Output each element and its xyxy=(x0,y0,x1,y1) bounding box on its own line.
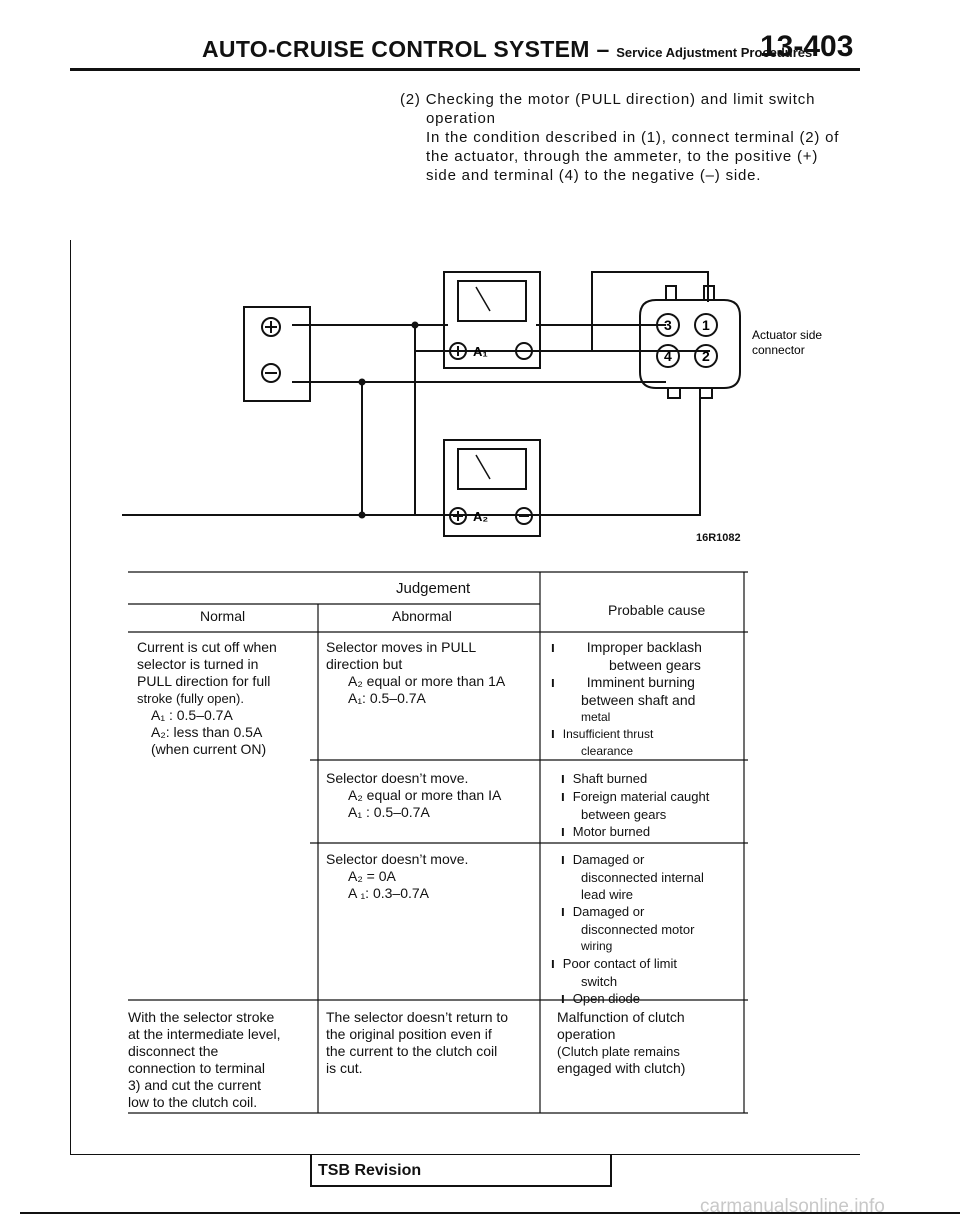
figure-code: 16R1082 xyxy=(696,532,741,544)
table-cell-line: A ₁: 0.3–0.7A xyxy=(348,885,430,901)
abnormal-cell-1 xyxy=(326,639,505,707)
abnormal-cell-2 xyxy=(326,770,501,821)
normal-cell-4 xyxy=(128,1009,281,1111)
terminal-label: 1 xyxy=(702,317,710,333)
table-cell-line: wiring xyxy=(581,939,613,953)
table-cell-line: engaged with clutch) xyxy=(557,1060,686,1076)
table-cell-line: low to the clutch coil. xyxy=(128,1094,258,1110)
header-abnormal: Abnormal xyxy=(392,608,452,624)
table-cell-line: Selector doesn’t move. xyxy=(326,770,469,786)
intro-line: the actuator, through the ammeter, to the positive (+) xyxy=(426,148,819,165)
table-cell-line: direction but xyxy=(326,656,403,672)
table-cell-line: l Open diode xyxy=(561,990,704,1008)
table-cell-line: Selector moves in PULL xyxy=(326,639,477,655)
table-cell-line: l Shaft burned xyxy=(561,770,709,788)
connector-label: Actuator side xyxy=(752,328,823,342)
header-normal: Normal xyxy=(200,608,246,624)
table-cell-line: is cut. xyxy=(326,1060,363,1076)
table-cell-line: operation xyxy=(557,1026,616,1042)
table-cell-line: l Foreign material caught xyxy=(561,788,709,806)
cause-cell-2 xyxy=(561,770,709,841)
watermark: carmanualsonline.info xyxy=(700,1196,885,1217)
terminal-label: 4 xyxy=(664,348,672,364)
table-cell-line: l Motor burned xyxy=(561,823,709,841)
table-cell-line: A₂: less than 0.5A xyxy=(151,724,263,740)
table-cell-line: selector is turned in xyxy=(137,656,259,672)
table-cell-line: Current is cut off when xyxy=(137,639,277,655)
table-cell-line: PULL direction for full xyxy=(137,673,271,689)
title-main: AUTO-CRUISE CONTROL SYSTEM xyxy=(202,36,590,62)
tsb-revision-label: TSB Revision xyxy=(318,1162,422,1179)
intro-line: side and terminal (4) to the negative (–) side. xyxy=(426,167,762,184)
table-cell-line: l Damaged or xyxy=(561,903,704,921)
table-cell-line: lead wire xyxy=(581,887,634,902)
table-cell-line: switch xyxy=(581,974,618,989)
ammeter-1-label: A₁ xyxy=(473,344,488,359)
table-cell-line: clearance xyxy=(581,744,634,758)
table-cell-line: l Insufficient thrust xyxy=(551,726,702,743)
table-cell-line: between gears xyxy=(609,657,701,673)
table-cell-line: l Imminent burning xyxy=(551,674,702,692)
table-cell-line: A₁: 0.5–0.7A xyxy=(348,690,426,706)
table-cell-line: between shaft and xyxy=(581,692,696,708)
table-cell-line: disconnected internal xyxy=(581,870,704,885)
intro-line: (2) Checking the motor (PULL direction) and limit switch xyxy=(400,91,816,108)
abnormal-cell-3 xyxy=(326,851,468,902)
title-separator: – xyxy=(589,36,617,62)
table-cell-line: Malfunction of clutch xyxy=(557,1009,685,1025)
table-cell-line: l Poor contact of limit xyxy=(551,955,704,973)
header-judgement: Judgement xyxy=(396,580,471,597)
cause-cell-3 xyxy=(561,851,704,1008)
connector-label: connector xyxy=(752,343,805,357)
table-cell-line: at the intermediate level, xyxy=(128,1026,281,1042)
abnormal-cell-4 xyxy=(326,1009,508,1077)
table-cell-line: A₂ equal or more than IA xyxy=(348,787,502,803)
cause-cell-4 xyxy=(557,1009,685,1077)
table-cell-line: A₁ : 0.5–0.7A xyxy=(151,707,233,723)
table-cell-line: A₂ = 0A xyxy=(348,868,396,884)
intro-line: operation xyxy=(426,110,496,127)
table-cell-line: A₂ equal or more than 1A xyxy=(348,673,506,689)
ammeter-2-label: A₂ xyxy=(473,509,489,524)
table-cell-line: disconnected motor xyxy=(581,922,695,937)
terminal-label: 3 xyxy=(664,317,672,333)
table-cell-line: (Clutch plate remains xyxy=(557,1044,680,1059)
table-cell-line: stroke (fully open). xyxy=(137,691,244,706)
table-cell-line: The selector doesn’t return to xyxy=(326,1009,509,1025)
page-number: 13-403 xyxy=(760,30,854,63)
table-cell-line: With the selector stroke xyxy=(128,1009,275,1025)
table-cell-line: l Improper backlash xyxy=(551,639,702,657)
table-cell-line: metal xyxy=(581,710,611,724)
terminal-label: 2 xyxy=(702,348,710,364)
cause-cell-1 xyxy=(551,639,702,760)
table-cell-line: between gears xyxy=(581,807,667,822)
table-cell-line: (when current ON) xyxy=(151,741,267,757)
table-cell-line: disconnect the xyxy=(128,1043,219,1059)
table-cell-line: the original position even if xyxy=(326,1026,492,1042)
normal-cell-1 xyxy=(137,639,277,758)
table-cell-line: the current to the clutch coil xyxy=(326,1043,498,1059)
header-probable-cause: Probable cause xyxy=(608,602,706,618)
title-subsection: Service Adjustment Procedures xyxy=(616,45,813,60)
table-cell-line: l Damaged or xyxy=(561,851,704,869)
table-cell-line: 3) and cut the current xyxy=(128,1077,262,1093)
table-cell-line: Selector doesn’t move. xyxy=(326,851,469,867)
table-cell-line: connection to terminal xyxy=(128,1060,265,1076)
intro-line: In the condition described in (1), connect terminal (2) of xyxy=(426,129,840,146)
table-cell-line: A₁ : 0.5–0.7A xyxy=(348,804,430,820)
